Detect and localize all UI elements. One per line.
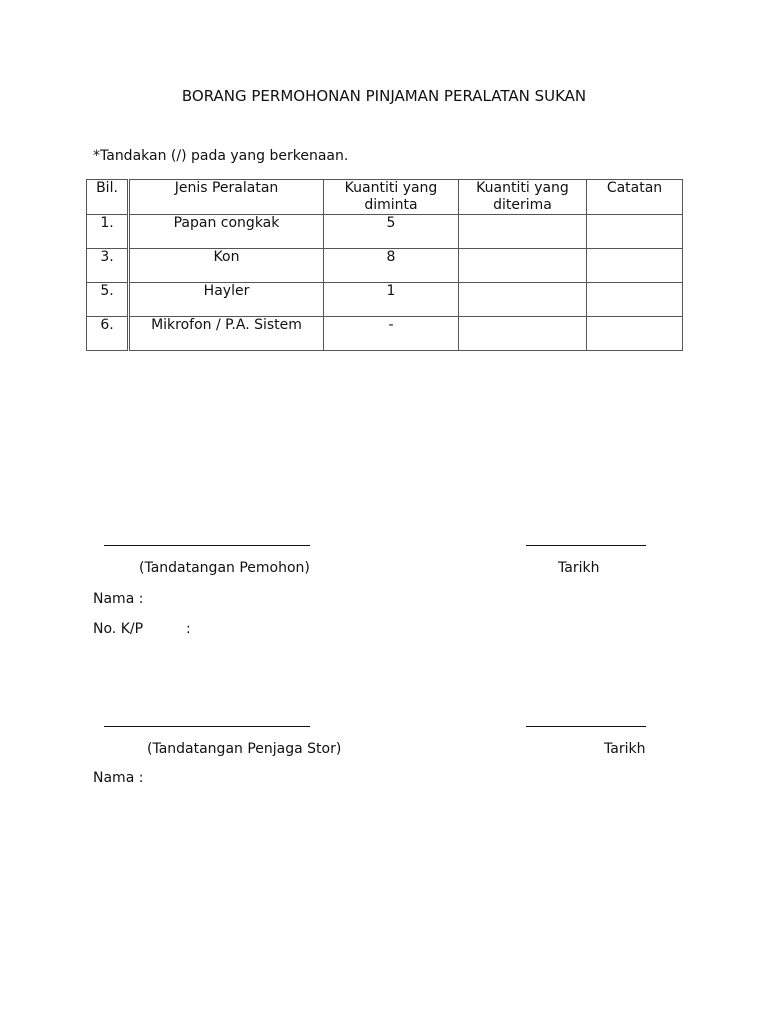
- cell-bil: 6.: [87, 317, 129, 351]
- cell-diminta: -: [324, 317, 459, 351]
- applicant-date-label: Tarikh: [558, 560, 600, 576]
- applicant-signature-line[interactable]: [104, 545, 310, 546]
- storekeeper-signature-label: (Tandatangan Penjaga Stor): [147, 741, 342, 757]
- cell-diterima[interactable]: [459, 249, 587, 283]
- cell-jenis: Papan congkak: [129, 215, 324, 249]
- table-row: [87, 249, 683, 283]
- cell-diterima[interactable]: [459, 283, 587, 317]
- header-bil: Bil.: [87, 180, 129, 215]
- header-jenis-peralatan: Jenis Peralatan: [129, 180, 324, 215]
- cell-catatan[interactable]: [587, 317, 683, 351]
- header-catatan: Catatan: [587, 180, 683, 215]
- cell-diterima[interactable]: [459, 317, 587, 351]
- cell-jenis: Mikrofon / P.A. Sistem: [129, 317, 324, 351]
- table-row: [87, 317, 683, 351]
- instruction-text: *Tandakan (/) pada yang berkenaan.: [93, 148, 349, 164]
- cell-bil: 5.: [87, 283, 129, 317]
- table-row: [87, 283, 683, 317]
- storekeeper-signature-line[interactable]: [104, 726, 310, 727]
- cell-diminta: 1: [324, 283, 459, 317]
- table-header-row: [87, 180, 683, 215]
- applicant-ic-colon: :: [186, 621, 191, 637]
- cell-diminta: 5: [324, 215, 459, 249]
- cell-diminta: 8: [324, 249, 459, 283]
- applicant-date-line[interactable]: [526, 545, 646, 546]
- cell-diterima[interactable]: [459, 215, 587, 249]
- cell-jenis: Kon: [129, 249, 324, 283]
- applicant-ic-label: No. K/P: [93, 621, 144, 637]
- header-kuantiti-diminta: Kuantiti yang diminta: [324, 180, 459, 215]
- cell-catatan[interactable]: [587, 283, 683, 317]
- cell-bil: 1.: [87, 215, 129, 249]
- equipment-table: [86, 179, 683, 351]
- storekeeper-date-line[interactable]: [526, 726, 646, 727]
- storekeeper-name-label: Nama :: [93, 770, 144, 786]
- cell-catatan[interactable]: [587, 249, 683, 283]
- storekeeper-date-label: Tarikh: [604, 741, 646, 757]
- applicant-name-label: Nama :: [93, 591, 144, 607]
- cell-jenis: Hayler: [129, 283, 324, 317]
- form-title: BORANG PERMOHONAN PINJAMAN PERALATAN SUKAN: [181, 87, 587, 105]
- cell-bil: 3.: [87, 249, 129, 283]
- header-kuantiti-diterima: Kuantiti yang diterima: [459, 180, 587, 215]
- cell-catatan[interactable]: [587, 215, 683, 249]
- table-row: [87, 215, 683, 249]
- applicant-signature-label: (Tandatangan Pemohon): [139, 560, 310, 576]
